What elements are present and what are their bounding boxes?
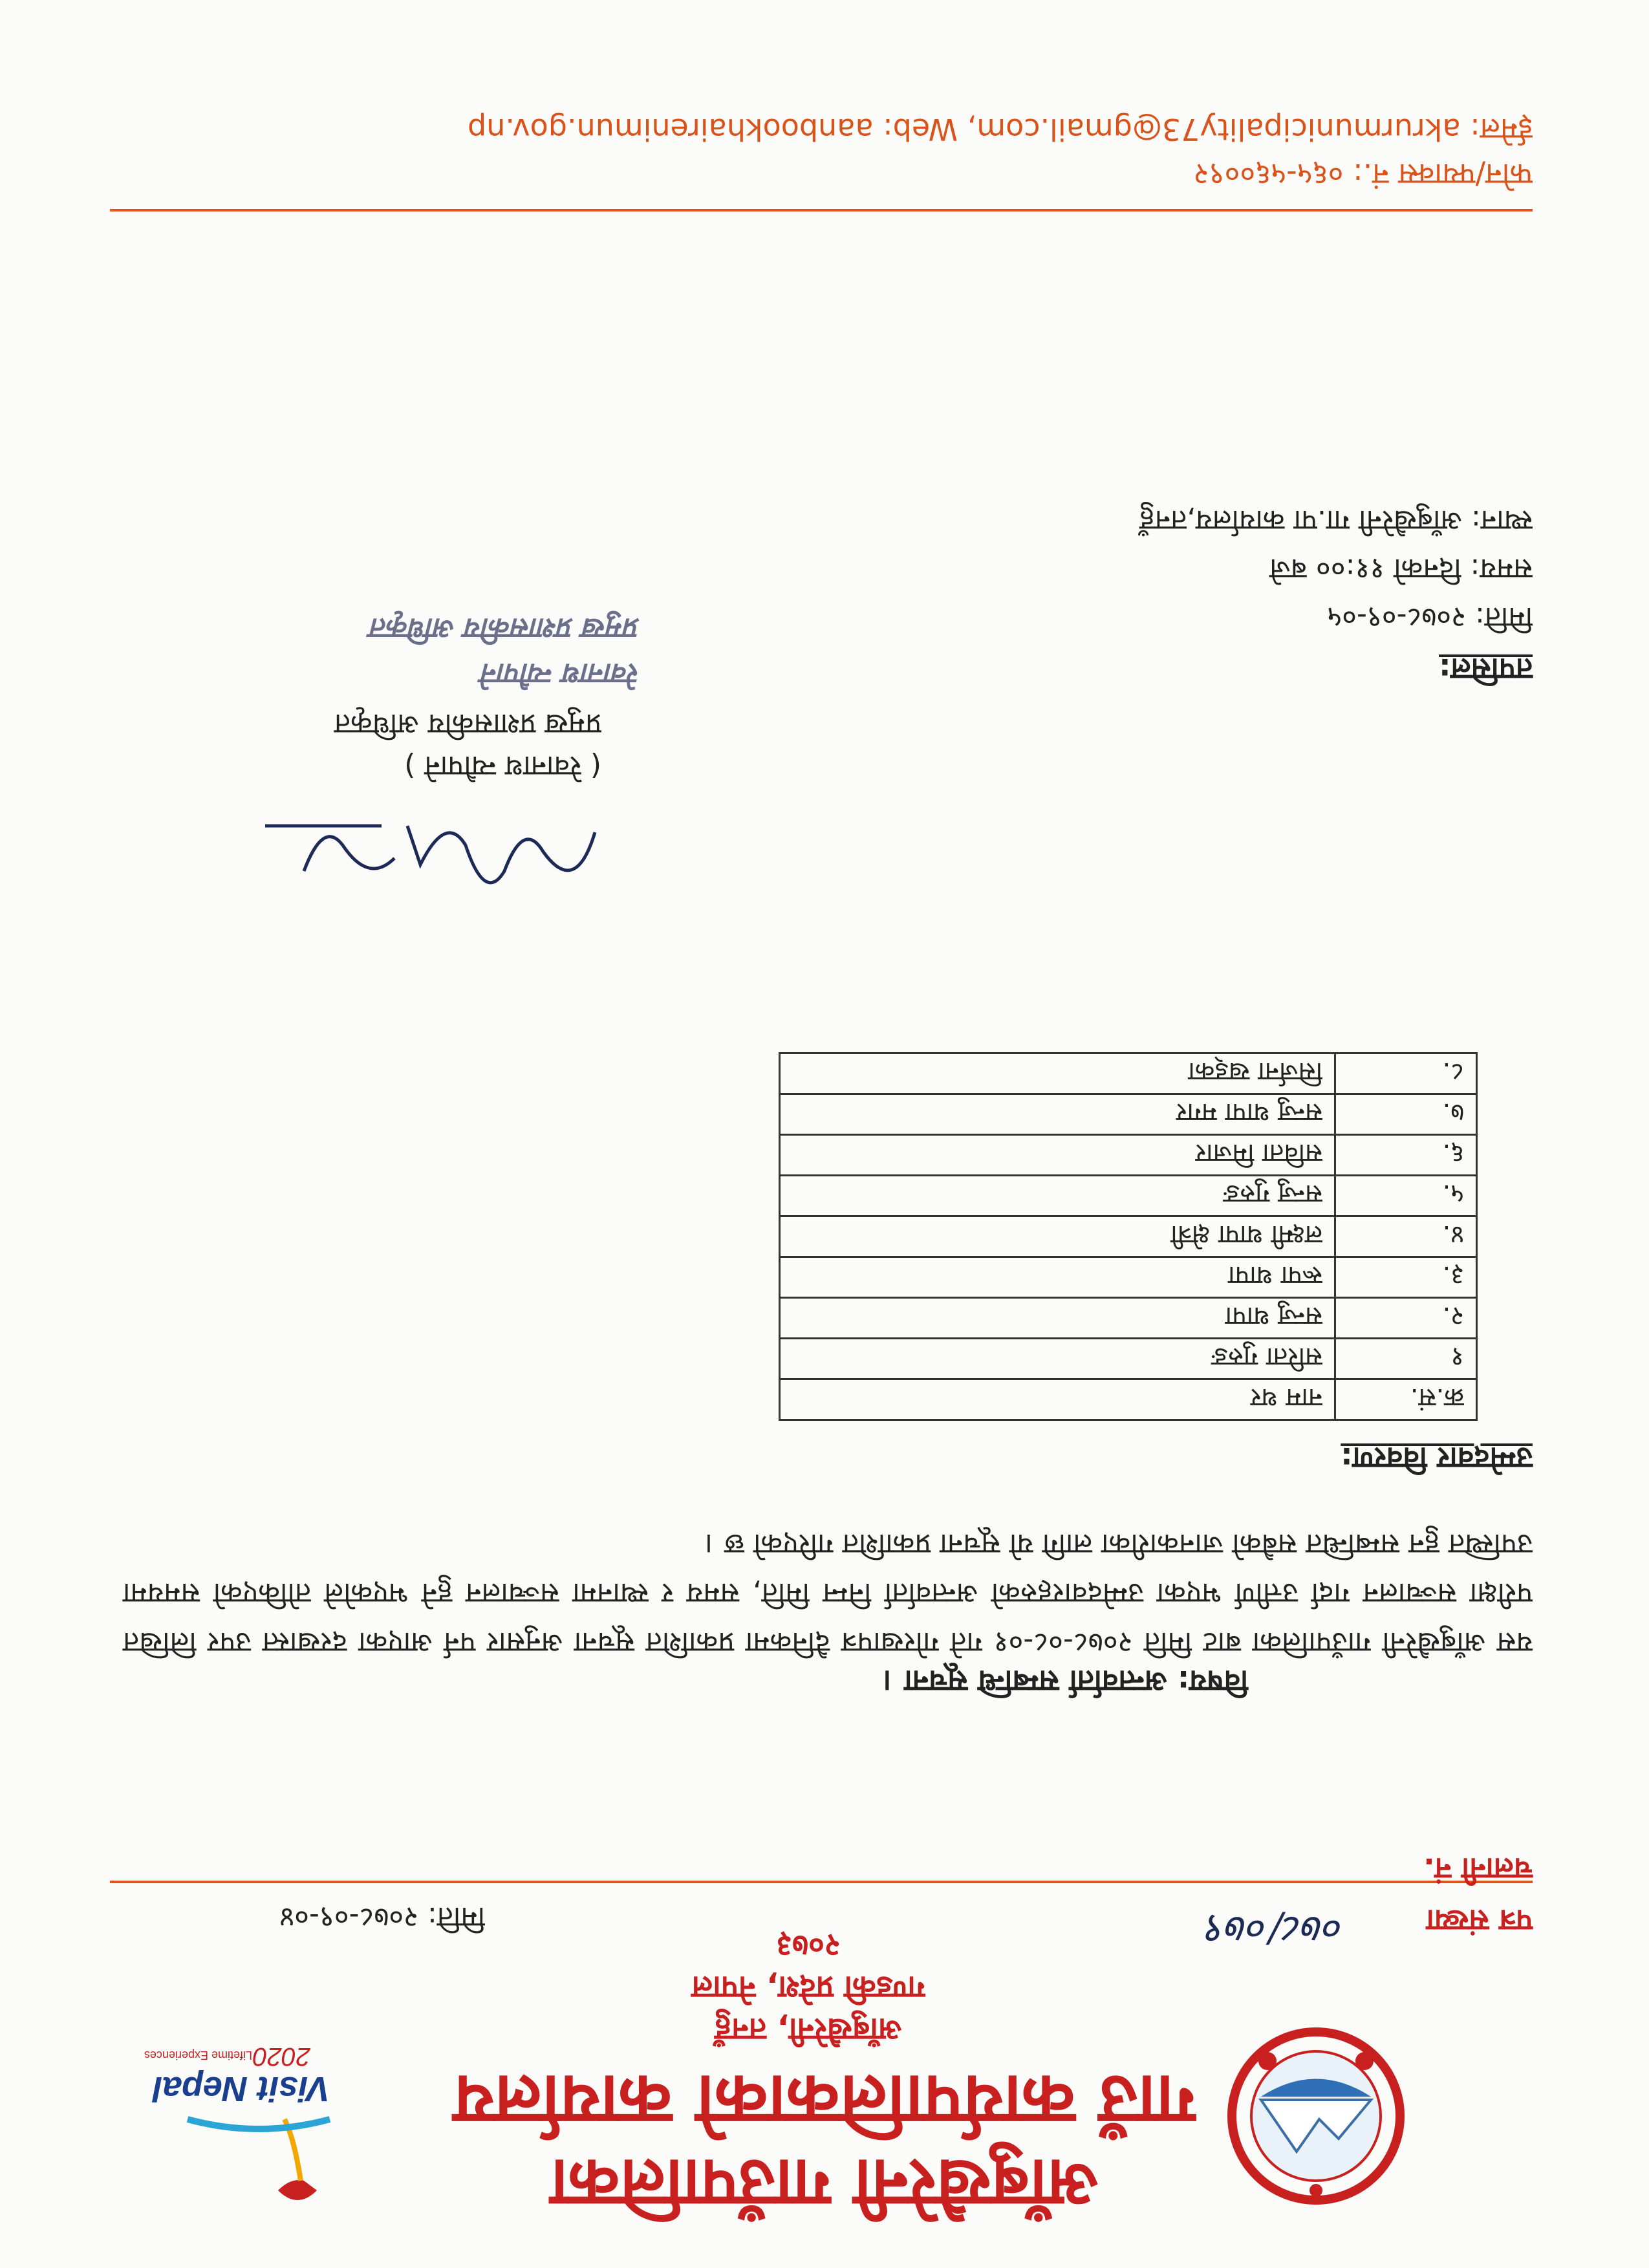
nepal-emblem-icon bbox=[1222, 2022, 1410, 2210]
letter-date: मिति: २०७८-०९-०४ bbox=[279, 1901, 485, 1934]
footer-phone: फोन/फ्याक्स नं.: ०६५-५६००९२ bbox=[1193, 157, 1533, 192]
visit-logo-tagline: Lifetime Experiences bbox=[144, 2049, 252, 2062]
table-cell-serial: २. bbox=[1335, 1298, 1477, 1339]
visit-logo-year: 2020 bbox=[253, 2042, 310, 2071]
table-row bbox=[780, 1257, 1477, 1298]
address-line-3: २०७३ bbox=[776, 1927, 841, 1963]
signer-name: ( रेवानाथ न्यौपाने ) bbox=[404, 750, 601, 783]
table-row bbox=[780, 1094, 1477, 1135]
office-name: आँबुखैरेनी गाउँपालिका bbox=[550, 2144, 1099, 2223]
table-cell-name: सन्जु थापा bbox=[780, 1298, 1335, 1339]
table-cell-name: सरिता गुरुङ bbox=[780, 1339, 1335, 1379]
table-row bbox=[780, 1298, 1477, 1339]
table-cell-name: सन्जु थापा मगर bbox=[780, 1094, 1335, 1135]
table-header-row bbox=[780, 1379, 1477, 1420]
stamp-line-2: प्रमुख प्रशासकीय अधिकृत bbox=[371, 612, 640, 645]
schedule-time: समय: दिनको ११:०० बजे bbox=[1269, 552, 1533, 585]
table-header-name: नाम थर bbox=[780, 1379, 1335, 1420]
table-cell-serial: ३. bbox=[1335, 1257, 1477, 1298]
table-cell-name: रूपा थापा bbox=[780, 1257, 1335, 1298]
schedule-date: मिति: २०७८-०९-०५ bbox=[1327, 601, 1533, 634]
table-cell-serial: १ bbox=[1335, 1339, 1477, 1379]
table-row bbox=[780, 1176, 1477, 1216]
stamp-line-1: रेवानाथ न्यौपाने bbox=[482, 657, 640, 690]
footer-web: ईमेल: akrurmunicipality73@gmail.com, Web: aanbookhairenimun.gov.np bbox=[467, 112, 1533, 147]
header-rule bbox=[110, 1881, 1533, 1883]
table-row bbox=[780, 1135, 1477, 1176]
table-cell-name: सविता मिजार bbox=[780, 1135, 1335, 1176]
dispatch-label: चलानी नं. bbox=[1423, 1852, 1533, 1886]
table-cell-serial: ४. bbox=[1335, 1216, 1477, 1257]
ref-value: ०७८/०७९ bbox=[1206, 1906, 1345, 1953]
table-cell-name: सन्जु गुरुङ bbox=[780, 1176, 1335, 1216]
visit-logo-title: Visit Nepal bbox=[152, 2069, 330, 2108]
footer-rule bbox=[110, 209, 1533, 211]
visit-nepal-logo bbox=[144, 2022, 356, 2216]
table-cell-serial: ६. bbox=[1335, 1135, 1477, 1176]
signer-title: प्रमुख प्रशासकीय अधिकृत bbox=[334, 707, 601, 740]
subject-line: विषय: अन्तर्वार्ता सम्बन्धि सूचना । bbox=[883, 1664, 1248, 1699]
office-subtitle: गाउँ कार्यपालिकाको कार्यालय bbox=[453, 2060, 1196, 2141]
table-cell-serial: ५. bbox=[1335, 1176, 1477, 1216]
address-line-2: गण्डकी प्रदेश, नेपाल bbox=[691, 1969, 925, 2005]
table-header-serial: क्र.सं. bbox=[1335, 1379, 1477, 1420]
table-row bbox=[780, 1339, 1477, 1379]
table-cell-name: सिर्जना खड्का bbox=[780, 1053, 1335, 1094]
candidate-table bbox=[779, 1052, 1478, 1421]
schedule-heading: तपसिल: bbox=[1439, 652, 1533, 687]
table-row bbox=[780, 1216, 1477, 1257]
official-stamp bbox=[239, 599, 653, 703]
table-cell-serial: ८. bbox=[1335, 1053, 1477, 1094]
table-cell-serial: ७. bbox=[1335, 1094, 1477, 1135]
table-cell-name: लक्ष्मी थापा क्षेत्री bbox=[780, 1216, 1335, 1257]
body-paragraph: यस आँबुखैरेनी गाउँपालिका बाट मिति २०७८-०८-०१ गते गोरखापत्र दैनिकमा प्रकाशित सूचना अनुसार पर्न आएका दरखास्त उपर लिखित परीक्षा सञ्चालन गर्दा उत्तीर्ण भएका उम्मेदवारहरुको अन्तर्वार्ता निम्न मिति, समय र स्थानमा सञ्चालन हुने भएकोले तोकिएको समयमा उपस्थित हुन सम्बन्धित सबैको जानकारीका लागि यो सूचना प्रकाशित गरिएको छ । bbox=[123, 1528, 1533, 1659]
address-line-1: आँबुखैरेनी, तनहुँ bbox=[715, 2011, 902, 2047]
schedule-place: स्थान: आँबुखैरेनी गा.पा कार्यालय,तनहुँ bbox=[1139, 504, 1533, 537]
handwritten-signature bbox=[252, 794, 614, 923]
ref-label: पत्र संख्या bbox=[1426, 1903, 1533, 1938]
attendees-heading: उम्मेदवार विवरण: bbox=[1341, 1441, 1533, 1476]
table-row bbox=[780, 1053, 1477, 1094]
